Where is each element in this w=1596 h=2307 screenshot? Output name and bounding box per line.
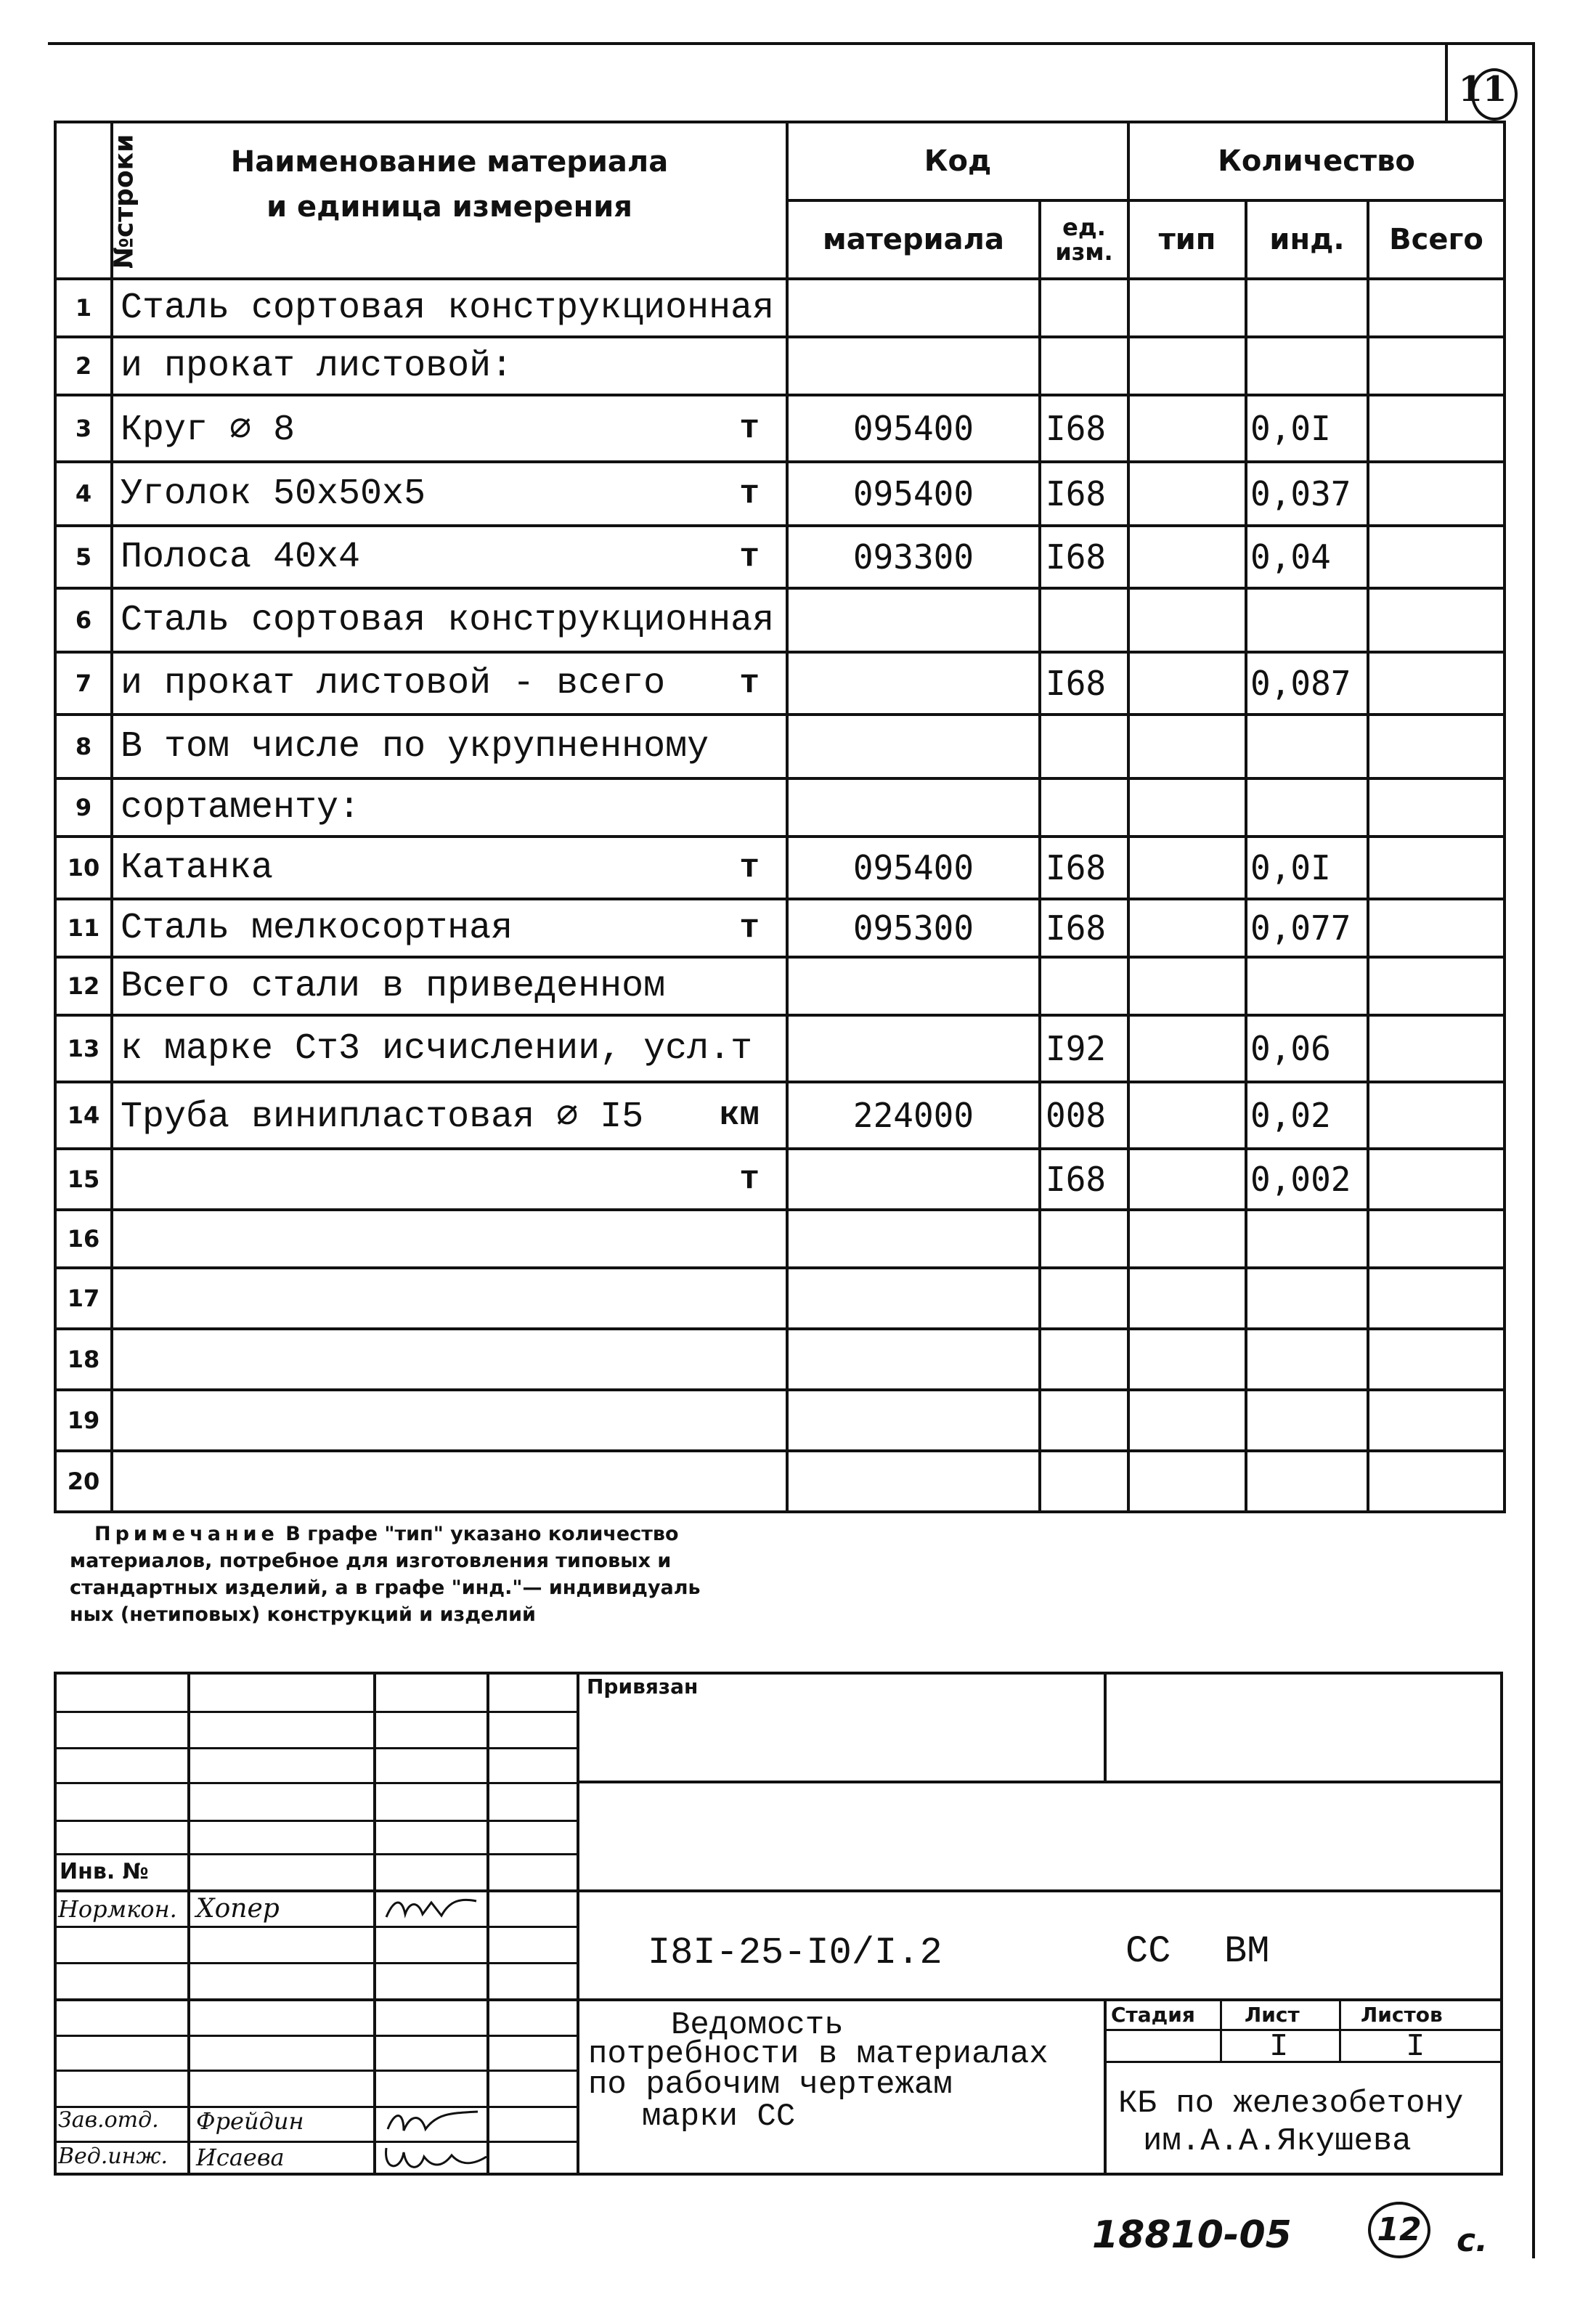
row-number: 9 — [55, 778, 112, 837]
qty-type — [1128, 526, 1246, 588]
material-code — [787, 715, 1040, 778]
material-name — [112, 1210, 787, 1268]
qty-total — [1368, 1210, 1505, 1268]
signature-icon-3 — [382, 2142, 491, 2176]
material-name — [112, 957, 787, 1015]
material-name — [112, 715, 787, 778]
page-number: 11 — [1458, 69, 1507, 110]
title-line-4: марки СС — [642, 2099, 796, 2135]
qty-total — [1368, 1268, 1505, 1329]
qty-total — [1368, 778, 1505, 837]
material-unit: т — [739, 410, 760, 447]
inv-no-label: Инв. № — [60, 1859, 149, 1884]
qty-total — [1368, 715, 1505, 778]
org-line-1: КБ по железобетону — [1118, 2086, 1464, 2122]
unit-code — [1040, 1210, 1128, 1268]
row-number: 5 — [55, 526, 112, 588]
qty-total — [1368, 652, 1505, 715]
material-unit: т — [739, 664, 760, 702]
unit-code — [1040, 957, 1128, 1015]
zav-otd-name: Фрейдин — [196, 2107, 304, 2135]
row-number: 2 — [55, 337, 112, 395]
unit-code: I68 — [1040, 652, 1128, 715]
qty-type — [1128, 1015, 1246, 1082]
row-number: 11 — [55, 899, 112, 957]
archive-number: 18810-05 — [1092, 2213, 1292, 2257]
material-name-text: и прокат листовой - всего — [121, 662, 666, 704]
table-row — [55, 837, 1505, 899]
material-name — [112, 1329, 787, 1390]
row-number: 17 — [55, 1268, 112, 1329]
normkontrol-label: Нормкон. — [58, 1895, 177, 1923]
unit-code — [1040, 1451, 1128, 1512]
qty-total — [1368, 462, 1505, 526]
qty-type — [1128, 715, 1246, 778]
table-row — [55, 279, 1505, 337]
qty-type — [1128, 1082, 1246, 1149]
material-unit: т — [739, 909, 760, 947]
unit-code: I68 — [1040, 1149, 1128, 1210]
unit-code — [1040, 1329, 1128, 1390]
material-code: 095300 — [787, 899, 1040, 957]
material-code — [787, 279, 1040, 337]
privyazan-label: Привязан — [587, 1675, 699, 1698]
qty-ind — [1246, 778, 1368, 837]
qty-ind — [1246, 337, 1368, 395]
material-name-text: Уголок 50х50х5 — [121, 473, 426, 515]
table-row — [55, 1082, 1505, 1149]
table-row — [55, 1210, 1505, 1268]
title-line-2: потребности в материалах — [588, 2036, 1049, 2072]
material-name-text: Сталь мелкосортная — [121, 907, 513, 949]
unit-code: I68 — [1040, 462, 1128, 526]
materials-table — [54, 121, 1506, 1513]
qty-total — [1368, 526, 1505, 588]
row-number: 16 — [55, 1210, 112, 1268]
table-row — [55, 588, 1505, 652]
zav-otd-label: Зав.отд. — [58, 2107, 159, 2133]
material-name — [112, 588, 787, 652]
row-number: 14 — [55, 1082, 112, 1149]
qty-ind: 0,0I — [1246, 395, 1368, 462]
qty-ind: 0,06 — [1246, 1015, 1368, 1082]
material-name — [112, 462, 787, 526]
qty-ind: 0,077 — [1246, 899, 1368, 957]
qty-type — [1128, 652, 1246, 715]
material-name-text: Всего стали в приведенном — [121, 965, 666, 1007]
unit-code — [1040, 1268, 1128, 1329]
title-line-3: по рабочим чертежам — [588, 2067, 953, 2103]
table-row — [55, 652, 1505, 715]
material-name-text: к марке Ст3 исчислении, усл.т — [121, 1028, 753, 1070]
header-name: Наименование материала и единица измерения — [112, 122, 787, 279]
qty-ind — [1246, 1210, 1368, 1268]
row-number: 12 — [55, 957, 112, 1015]
qty-type — [1128, 279, 1246, 337]
material-name — [112, 395, 787, 462]
material-name — [112, 652, 787, 715]
qty-total — [1368, 1329, 1505, 1390]
material-name-text: Круг ∅ 8 — [121, 410, 296, 451]
qty-ind — [1246, 1451, 1368, 1512]
material-code — [787, 778, 1040, 837]
qty-ind: 0,087 — [1246, 652, 1368, 715]
qty-type — [1128, 1329, 1246, 1390]
page-num-separator — [1445, 42, 1448, 121]
material-unit: т — [739, 538, 760, 576]
row-number: 4 — [55, 462, 112, 526]
row-number: 3 — [55, 395, 112, 462]
qty-total — [1368, 279, 1505, 337]
qty-type — [1128, 1268, 1246, 1329]
table-row — [55, 462, 1505, 526]
header-unit: ед. изм. — [1040, 200, 1128, 279]
unit-code: I68 — [1040, 837, 1128, 899]
material-code — [787, 957, 1040, 1015]
unit-code — [1040, 279, 1128, 337]
row-number: 7 — [55, 652, 112, 715]
qty-ind: 0,0I — [1246, 837, 1368, 899]
material-code — [787, 1329, 1040, 1390]
material-code — [787, 1268, 1040, 1329]
unit-code: I68 — [1040, 526, 1128, 588]
qty-ind — [1246, 588, 1368, 652]
qty-type — [1128, 899, 1246, 957]
material-name — [112, 279, 787, 337]
table-row — [55, 1149, 1505, 1210]
qty-ind — [1246, 957, 1368, 1015]
qty-total — [1368, 588, 1505, 652]
qty-total — [1368, 1149, 1505, 1210]
sheet-label: Лист — [1245, 2003, 1300, 2027]
material-code — [787, 1149, 1040, 1210]
unit-code — [1040, 778, 1128, 837]
ved-inzh-label: Вед.инж. — [58, 2144, 168, 2169]
material-code — [787, 588, 1040, 652]
qty-total — [1368, 1390, 1505, 1451]
header-type: тип — [1128, 200, 1246, 279]
qty-total — [1368, 1015, 1505, 1082]
stage-label: Стадия — [1111, 2003, 1195, 2027]
doc-code: I8I-25-I0/I.2 — [648, 1932, 942, 1974]
material-name — [112, 1015, 787, 1082]
normkontrol-name: Хопер — [196, 1894, 280, 1924]
sheets-value: I — [1406, 2029, 1425, 2065]
material-name — [112, 337, 787, 395]
table-row — [55, 1015, 1505, 1082]
qty-total — [1368, 899, 1505, 957]
material-code — [787, 1210, 1040, 1268]
unit-code: I92 — [1040, 1015, 1128, 1082]
signature-icon-2 — [382, 2107, 484, 2139]
row-number: 6 — [55, 588, 112, 652]
material-name-text: Сталь сортовая конструкционная — [121, 287, 775, 329]
qty-type — [1128, 1149, 1246, 1210]
qty-total — [1368, 337, 1505, 395]
row-number: 10 — [55, 837, 112, 899]
qty-ind: 0,04 — [1246, 526, 1368, 588]
qty-total — [1368, 395, 1505, 462]
material-name-text: сортаменту: — [121, 786, 361, 829]
qty-total — [1368, 1082, 1505, 1149]
title-line-1: Ведомость — [671, 2007, 844, 2043]
unit-code — [1040, 715, 1128, 778]
qty-total — [1368, 837, 1505, 899]
signature-icon — [380, 1892, 482, 1924]
table-row — [55, 1390, 1505, 1451]
right-border — [1532, 42, 1535, 2258]
qty-ind — [1246, 715, 1368, 778]
row-number: 13 — [55, 1015, 112, 1082]
material-name-text: Сталь сортовая конструкционная — [121, 599, 775, 641]
header-code: Код — [787, 122, 1128, 200]
material-code — [787, 652, 1040, 715]
qty-type — [1128, 1210, 1246, 1268]
material-name-text: Труба винипластовая ∅ I5 — [121, 1096, 644, 1138]
archive-circle-number: 12 — [1368, 2202, 1430, 2258]
header-ind: инд. — [1246, 200, 1368, 279]
org-line-2: им.А.А.Якушева — [1143, 2123, 1412, 2160]
material-name — [112, 899, 787, 957]
material-name — [112, 1390, 787, 1451]
table-row — [55, 715, 1505, 778]
header-total: Всего — [1368, 200, 1505, 279]
qty-ind — [1246, 1329, 1368, 1390]
unit-code — [1040, 588, 1128, 652]
material-name — [112, 1451, 787, 1512]
material-code: 095400 — [787, 395, 1040, 462]
qty-total — [1368, 1451, 1505, 1512]
row-number: 1 — [55, 279, 112, 337]
table-row — [55, 1451, 1505, 1512]
material-name — [112, 778, 787, 837]
qty-ind: 0,02 — [1246, 1082, 1368, 1149]
qty-type — [1128, 462, 1246, 526]
table-row — [55, 899, 1505, 957]
doc-mark-2: ВМ — [1224, 1930, 1270, 1973]
material-name-text: и прокат листовой: — [121, 345, 513, 387]
row-number: 8 — [55, 715, 112, 778]
note: Примечание В графе "тип" указано количество материалов, потребное для изготовления типовых и стандартных изделий, а в графе "инд."— индивидуаль ных (нетиповых) конструкций и изделий — [70, 1523, 701, 1626]
sheet-value: I — [1269, 2029, 1289, 2065]
material-name-text: Катанка — [121, 847, 274, 889]
top-border — [48, 42, 1535, 45]
table-row — [55, 337, 1505, 395]
table-row — [55, 1329, 1505, 1390]
material-unit: км — [719, 1096, 760, 1134]
material-name — [112, 837, 787, 899]
qty-ind — [1246, 1268, 1368, 1329]
material-code: 095400 — [787, 462, 1040, 526]
table-row — [55, 526, 1505, 588]
row-number: 15 — [55, 1149, 112, 1210]
qty-ind: 0,002 — [1246, 1149, 1368, 1210]
header-material: материала — [787, 200, 1040, 279]
ved-inzh-name: Исаева — [196, 2144, 285, 2171]
qty-ind — [1246, 279, 1368, 337]
title-block — [54, 1672, 1503, 2176]
material-code: 224000 — [787, 1082, 1040, 1149]
sheets-label: Листов — [1361, 2003, 1443, 2027]
material-unit: т — [739, 1160, 760, 1198]
row-number: 19 — [55, 1390, 112, 1451]
material-unit: т — [739, 475, 760, 513]
qty-ind — [1246, 1390, 1368, 1451]
material-code — [787, 1015, 1040, 1082]
qty-type — [1128, 588, 1246, 652]
material-code — [787, 1390, 1040, 1451]
qty-type — [1128, 1390, 1246, 1451]
unit-code — [1040, 1390, 1128, 1451]
material-code — [787, 337, 1040, 395]
material-name — [112, 526, 787, 588]
qty-type — [1128, 395, 1246, 462]
material-code: 095400 — [787, 837, 1040, 899]
qty-type — [1128, 1451, 1246, 1512]
row-number: 18 — [55, 1329, 112, 1390]
qty-total — [1368, 957, 1505, 1015]
unit-code: I68 — [1040, 899, 1128, 957]
qty-type — [1128, 837, 1246, 899]
material-name — [112, 1268, 787, 1329]
table-row — [55, 957, 1505, 1015]
material-name — [112, 1149, 787, 1210]
table-row — [55, 395, 1505, 462]
material-name-text: Полоса 40х4 — [121, 536, 361, 578]
unit-code — [1040, 337, 1128, 395]
material-name-text: В том числе по укрупненному — [121, 725, 709, 768]
unit-code: I68 — [1040, 395, 1128, 462]
qty-type — [1128, 957, 1246, 1015]
header-quantity: Количество — [1128, 122, 1505, 200]
table-row — [55, 1268, 1505, 1329]
table-row — [55, 778, 1505, 837]
qty-type — [1128, 337, 1246, 395]
row-number: 20 — [55, 1451, 112, 1512]
archive-tail: с. — [1457, 2222, 1488, 2259]
material-name — [112, 1082, 787, 1149]
doc-mark: СС — [1125, 1930, 1171, 1973]
material-code: 093300 — [787, 526, 1040, 588]
qty-type — [1128, 778, 1246, 837]
material-unit: т — [739, 849, 760, 887]
header-row-number: №строки — [55, 122, 112, 279]
qty-ind: 0,037 — [1246, 462, 1368, 526]
material-code — [787, 1451, 1040, 1512]
unit-code: 008 — [1040, 1082, 1128, 1149]
